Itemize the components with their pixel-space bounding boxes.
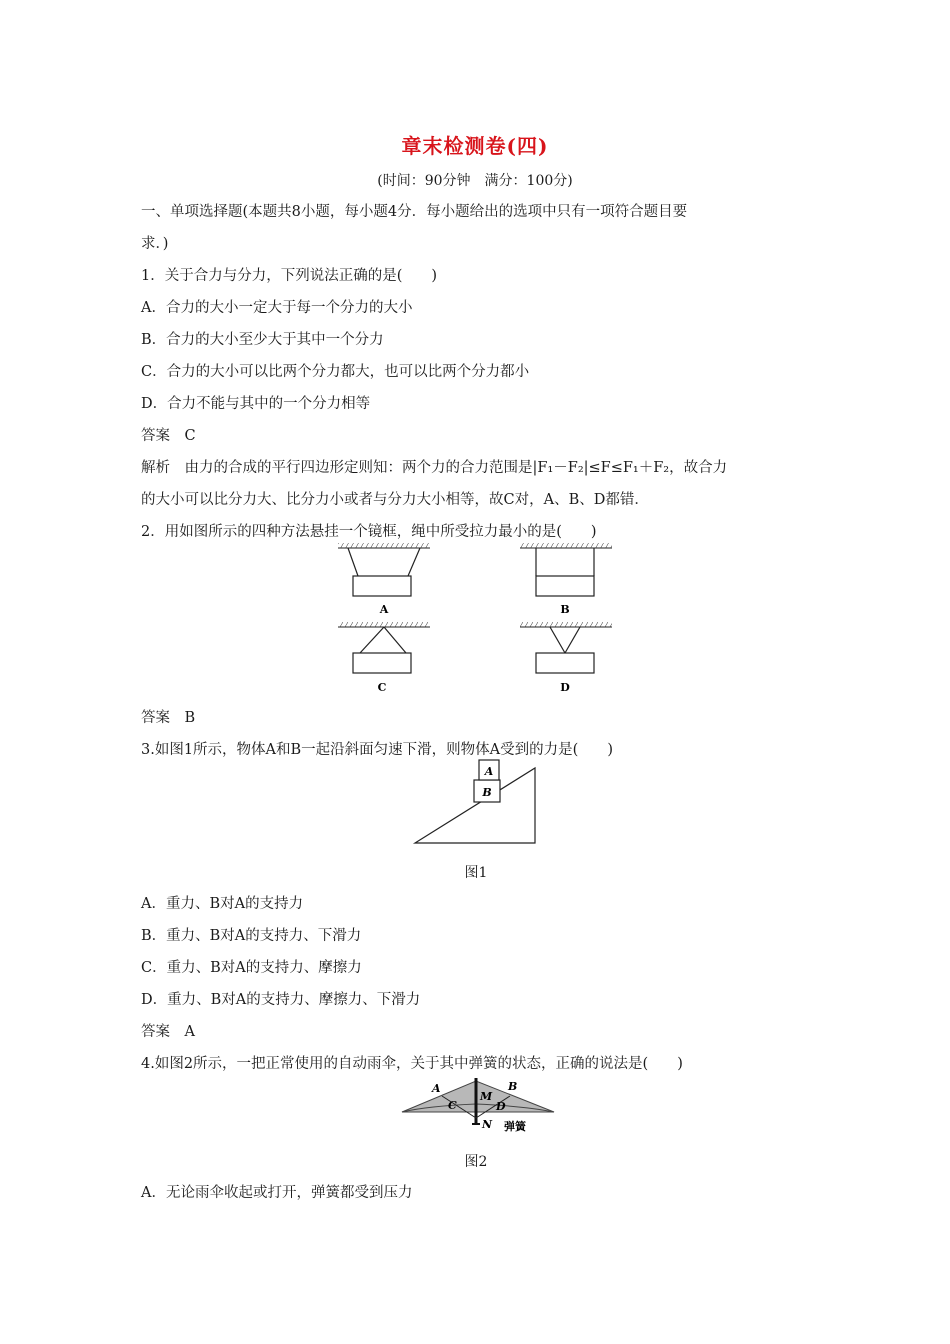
- q1-analysis-line-2: 的大小可以比分力大、比分力小或者与分力大小相等，故C对，A、B、D都错．: [141, 492, 649, 508]
- q1-analysis-line-1: 解析 由力的合成的平行四边形定则知：两个力的合力范围是|F₁－F₂|≤F≤F₁＋F₂，故合力: [141, 460, 728, 476]
- label-b: B: [508, 1080, 518, 1093]
- q3-option-c: C．重力、B对A的支持力、摩擦力: [141, 960, 362, 976]
- q4-stem: 4.如图2所示，一把正常使用的自动雨伞，关于其中弹簧的状态，正确的说法是( ): [141, 1056, 683, 1072]
- q2-stem: 2．用如图所示的四种方法悬挂一个镜框，绳中所受拉力最小的是( ): [141, 524, 597, 540]
- q1-answer: 答案 C: [141, 428, 196, 444]
- ceiling-d: [520, 622, 612, 627]
- frame-d-diagram: [520, 622, 612, 694]
- q2-answer: 答案 B: [141, 710, 196, 726]
- label-c: C: [377, 681, 387, 694]
- label-a: A: [432, 1082, 441, 1095]
- q3-answer: 答案 A: [141, 1024, 195, 1040]
- q3-figure-caption: 图1: [464, 865, 488, 881]
- q1-option-b: B．合力的大小至少大于其中一个分力: [141, 332, 384, 348]
- ceiling-a: [338, 543, 430, 548]
- q4-option-a: A．无论雨伞收起或打开，弹簧都受到压力: [141, 1185, 413, 1201]
- label-spring: 弹簧: [504, 1120, 526, 1133]
- label-d: D: [496, 1100, 506, 1113]
- q1-option-d: D．合力不能与其中的一个分力相等: [141, 396, 371, 412]
- label-n: N: [482, 1118, 493, 1131]
- frame-box-d: [536, 653, 594, 673]
- label-m: M: [480, 1090, 493, 1103]
- q4-figure-caption: 图2: [464, 1154, 488, 1170]
- q3-option-d: D．重力、B对A的支持力、摩擦力、下滑力: [141, 992, 421, 1008]
- section-heading-line-1: 一、单项选择题(本题共8小题，每小题4分．每小题给出的选项中只有一项符合题目要: [141, 204, 688, 220]
- q1-option-a: A．合力的大小一定大于每一个分力的大小: [141, 300, 413, 316]
- block-b-label: B: [482, 786, 492, 799]
- block-a-label: A: [484, 765, 494, 778]
- label-d: D: [560, 681, 570, 694]
- q3-stem: 3.如图1所示，物体A和B一起沿斜面匀速下滑，则物体A受到的力是( ): [141, 742, 613, 758]
- page-title: 章末检测卷(四): [401, 134, 549, 158]
- q1-stem: 1．关于合力与分力，下列说法正确的是( ): [141, 268, 438, 284]
- frame-box-c: [353, 653, 411, 673]
- frame-c-diagram: [338, 622, 430, 694]
- label-c: C: [448, 1099, 457, 1112]
- label-a: A: [379, 603, 389, 616]
- frame-a-diagram: [338, 543, 430, 616]
- q1-option-c: C．合力的大小可以比两个分力都大，也可以比两个分力都小: [141, 364, 530, 380]
- frame-box-a: [353, 576, 411, 596]
- umbrella-canopy: [402, 1081, 554, 1112]
- section-heading-line-2: 求．): [141, 236, 169, 252]
- q3-option-a: A．重力、B对A的支持力: [141, 896, 304, 912]
- label-b: B: [560, 603, 570, 616]
- frame-box-b: [536, 576, 594, 596]
- frame-b-diagram: [520, 543, 612, 616]
- q3-option-b: B．重力、B对A的支持力、下滑力: [141, 928, 362, 944]
- q3-incline-figure: [410, 756, 540, 848]
- exam-info: (时间：90分钟 满分：100分): [377, 173, 573, 189]
- ceiling-b: [520, 543, 612, 548]
- incline-slope: [415, 768, 535, 843]
- q2-figure: [330, 540, 620, 700]
- ceiling-c: [338, 622, 430, 627]
- q4-umbrella-figure: [398, 1074, 558, 1136]
